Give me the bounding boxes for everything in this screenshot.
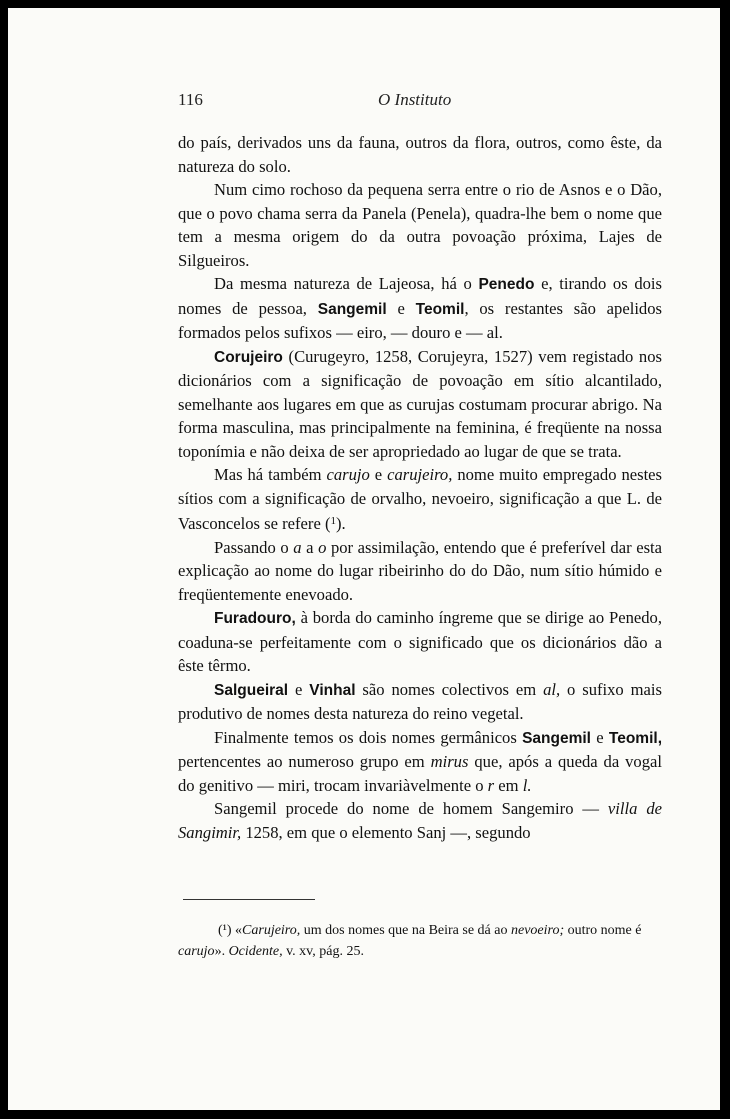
paragraph-9 xyxy=(178,726,662,798)
text-run: são nomes colectivos em xyxy=(355,679,544,699)
italic-term: carujeiro, xyxy=(387,465,453,484)
footnote-reference[interactable]: 1 xyxy=(330,515,336,527)
italic-term: l. xyxy=(522,775,532,795)
paragraph-7 xyxy=(178,606,662,678)
text-run: e, tirando os dois nomes de pessoa, xyxy=(178,274,662,318)
text-run: à borda do caminho íngreme que se dirige ao Penedo, coaduna-se perfeitamente com o significado que os dicionários dão a êste têrmo. xyxy=(178,608,662,675)
text-run: ». xyxy=(214,944,229,959)
text-run: nome muito empregado nestes sítios com a significação de orvalho, nevoeiro, significação a que L. de Vasconcelos se refere ( xyxy=(178,465,662,533)
italic-term: villa de Sangimir, xyxy=(178,799,662,842)
text-run: pertencentes ao numeroso grupo em xyxy=(178,752,431,771)
italic-term: r xyxy=(487,775,495,795)
text-run: e xyxy=(288,679,310,699)
text-run: Finalmente temos os dois nomes germânicos xyxy=(214,727,523,747)
text-run: o sufixo mais produtivo de nomes desta natureza do reino vegetal. xyxy=(178,679,662,723)
place-name-furadouro: Furadouro, xyxy=(214,610,296,627)
footnote-divider xyxy=(183,899,315,900)
text-run: 1258, em que o elemento Sanj —, segundo xyxy=(241,822,531,842)
italic-term: al, xyxy=(543,679,561,699)
running-title: O Instituto xyxy=(378,90,452,109)
italic-term: nevoeiro; xyxy=(510,923,565,938)
place-name-vinhal: Vinhal xyxy=(309,681,356,699)
place-name-salgueiral: Salgueiral xyxy=(214,681,289,699)
body-text xyxy=(178,131,662,844)
paragraph-5 xyxy=(178,463,662,536)
text-run: Da mesma natureza de Lajeosa, há o xyxy=(214,274,479,293)
text-run: um dos nomes que na Beira se dá ao xyxy=(300,923,511,938)
text-run: outro nome é xyxy=(564,923,642,938)
text-run: (Curugeyro, 1258, Corujeyra, 1527) vem registado nos dicionários com a significação de povoação em sítio alcantilado, semelhante aos lugares em que as curujas costumam procurar abrigo. Na forma masculina, mas principalmente na feminina, é freqüente na nossa toponímia e não deixa de ser apropriedado ao lugar de que se trata. xyxy=(178,346,662,461)
footnote-text xyxy=(178,920,662,962)
text-run: , os restantes são apelidos formados pelos sufixos — eiro, — douro e — al. xyxy=(178,298,662,342)
text-run: e xyxy=(369,465,388,484)
paragraph-1 xyxy=(178,131,662,178)
page-number: 116 xyxy=(178,90,203,109)
text-run: « xyxy=(235,923,243,938)
text-run: Sangemil procede do nome de homem Sangemiro — xyxy=(214,799,608,818)
text-run: v. xv, pág. 25. xyxy=(282,944,364,959)
text-run: por assimilação, entendo que é preferível dar esta explicação ao nome do lugar ribeirinho do do Dão, num sítio húmido e freqüentemente enevoado. xyxy=(178,537,662,604)
footnote xyxy=(178,920,662,962)
text-run: e xyxy=(386,298,416,318)
text-run: que, após a queda da vogal do genitivo — miri, trocam invariàvelmente o xyxy=(178,752,662,795)
text-run: em xyxy=(494,775,523,795)
paragraph-6 xyxy=(178,536,662,607)
italic-term: carujo xyxy=(326,465,370,484)
text-run: ). xyxy=(336,514,346,533)
source-title: Ocidente, xyxy=(228,944,283,959)
italic-term: carujo xyxy=(178,944,215,959)
italic-term: a xyxy=(293,537,302,557)
italic-term: Carujeiro, xyxy=(242,923,301,938)
text-run: Num cimo rochoso da pequena serra entre o rio de Asnos e o Dão, que o povo chama serra da Panela (Penela), quadra-lhe bem o nome que tem a mesma origem do da outra povoação próxima, Lajes de Silgueiros. xyxy=(178,180,662,270)
paragraph-8 xyxy=(178,678,662,726)
place-name-penedo: Penedo xyxy=(478,276,535,293)
footnote-marker: (¹) xyxy=(218,923,232,938)
place-name-sangemil: Sangemil xyxy=(317,300,387,318)
text-run: Mas há também xyxy=(214,465,327,484)
paragraph-3 xyxy=(178,272,662,345)
page-header xyxy=(178,90,662,114)
place-name-corujeiro: Corujeiro xyxy=(214,348,283,366)
book-page xyxy=(8,8,720,1110)
paragraph-4 xyxy=(178,345,662,464)
paragraph-2 xyxy=(178,178,662,272)
italic-term: o xyxy=(318,537,327,557)
paragraph-10 xyxy=(178,797,662,844)
italic-term: mirus xyxy=(430,752,469,771)
text-run: a xyxy=(301,537,319,557)
place-name-teomil: Teomil, xyxy=(608,729,662,747)
text-run: do país, derivados uns da fauna, outros da flora, outros, como êste, da natureza do solo. xyxy=(178,133,662,176)
place-name-sangemil: Sangemil xyxy=(522,729,591,747)
text-run: Passando o xyxy=(214,537,294,557)
place-name-teomil: Teomil xyxy=(415,300,465,318)
text-run: e xyxy=(591,727,609,747)
